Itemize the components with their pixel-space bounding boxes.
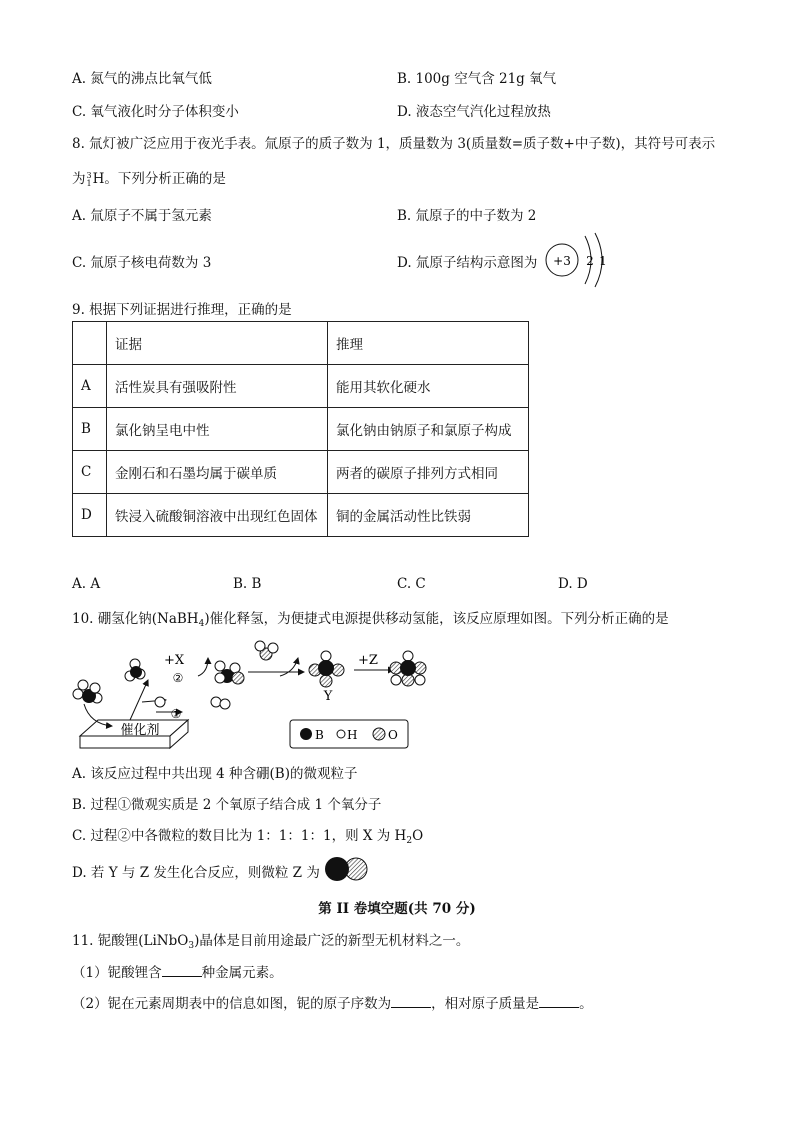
product-molecule [390, 651, 426, 686]
q9-option-b: B. B [233, 576, 262, 592]
section-heading: 第 II 卷填空题(共 70 分) [318, 901, 476, 917]
atom-structure-diagram [541, 230, 621, 290]
plus-x-label: +X [164, 653, 185, 668]
table-header: 推理 [328, 322, 529, 365]
q9-option-c: C. C [397, 576, 426, 592]
evidence-table [72, 321, 529, 537]
q8-option-d: D. 氚原子结构示意图为 [397, 255, 538, 271]
table-cell: C [73, 451, 107, 494]
q9-option-d: D. D [558, 576, 588, 592]
step2-label: ② [172, 671, 184, 685]
table-cell: B [73, 408, 107, 451]
catalyst-block [80, 720, 188, 748]
nucleus-charge: +3 [553, 254, 571, 268]
q7-option-a: A. 氮气的沸点比氧气低 [72, 71, 212, 87]
table-cell: 金刚石和石墨均属于碳单质 [107, 451, 328, 494]
q10-option-a: A. 该反应过程中共出现 4 种含硼(B)的微观粒子 [72, 766, 358, 782]
q11-stem: 11. 铌酸锂(LiNbO$_3$)晶体是目前用途最广泛的新型无机材料之一。 [72, 933, 470, 951]
table-cell: 氯化钠呈电中性 [107, 408, 328, 451]
q9-option-a: A. A [72, 576, 101, 592]
table-header [73, 322, 107, 365]
q7-option-d: D. 液态空气汽化过程放热 [397, 104, 551, 120]
q8-option-b: B. 氚原子的中子数为 2 [397, 208, 537, 224]
table-row [73, 494, 529, 537]
legend-h: H [347, 728, 358, 742]
legend-o: O [388, 728, 398, 742]
y-molecule [309, 651, 344, 687]
table-cell: 氯化钠由钠原子和氯原子构成 [328, 408, 529, 451]
table-row [73, 408, 529, 451]
released-molecule [255, 641, 278, 660]
q10-stem: 10. 硼氢化钠(NaBH$_4$)催化释氢，为便捷式电源提供移动氢能，该反应原理如图。下列分析正确的是 [72, 611, 669, 629]
diagram-legend [290, 720, 408, 748]
shell2-electrons: 1 [599, 254, 607, 268]
table-header: 证据 [107, 322, 328, 365]
reaction-mechanism-diagram [70, 636, 440, 756]
q10-option-b: B. 过程①微观实质是 2 个氧原子结合成 1 个氧分子 [72, 797, 382, 813]
answer-blank[interactable] [539, 995, 579, 1008]
q10-option-c: C. 过程②中各微粒的数目比为 1：1：1：1，则 X 为 $H_2O$ [72, 828, 424, 846]
table-cell: D [73, 494, 107, 537]
legend-b: B [315, 728, 324, 742]
answer-blank[interactable] [391, 995, 431, 1008]
y-label: Y [323, 689, 333, 704]
plus-z-label: +Z [358, 653, 378, 668]
q9-stem: 9. 根据下列证据进行推理，正确的是 [72, 302, 292, 318]
table-cell: A [73, 365, 107, 408]
catalyst-label: 催化剂 [120, 723, 160, 738]
q8-option-c: C. 氚原子核电荷数为 3 [72, 255, 212, 271]
table-cell: 两者的碳原子排列方式相同 [328, 451, 529, 494]
table-cell: 铁浸入硫酸铜溶液中出现红色固体 [107, 494, 328, 537]
q8-option-a: A. 氚原子不属于氢元素 [72, 208, 212, 224]
table-cell: 活性炭具有强吸附性 [107, 365, 328, 408]
intermediate-molecule-1 [215, 661, 244, 684]
q10-option-d: D. 若 Y 与 Z 发生化合反应，则微粒 Z 为 [72, 865, 320, 881]
bh4-molecule [73, 680, 102, 703]
q8-stem-line1: 8. 氚灯被广泛应用于夜光手表。氚原子的质子数为 1，质量数为 3(质量数=质子数+中子数)，其符号可表示 [72, 136, 716, 152]
table-row [73, 451, 529, 494]
table-cell: 铜的金属活动性比铁弱 [328, 494, 529, 537]
z-particle-diagram [323, 855, 371, 883]
q7-option-b: B. 100g 空气含 21g 氧气 [397, 71, 557, 87]
step1-label: ① [170, 707, 182, 721]
q7-option-c: C. 氧气液化时分子体积变小 [72, 104, 239, 120]
q8-stem-line2: 为 3 1 H。下列分析正确的是 [72, 170, 226, 188]
q11-part1: （1）铌酸锂含 种金属元素。 [72, 965, 283, 981]
table-header-row [73, 322, 529, 365]
shell1-electrons: 2 [586, 254, 594, 268]
q11-part2: （2）铌在元素周期表中的信息如图，铌的原子序数为 ，相对原子质量是 。 [72, 996, 593, 1012]
answer-blank[interactable] [162, 964, 202, 977]
table-row [73, 365, 529, 408]
table-cell: 能用其软化硬水 [328, 365, 529, 408]
